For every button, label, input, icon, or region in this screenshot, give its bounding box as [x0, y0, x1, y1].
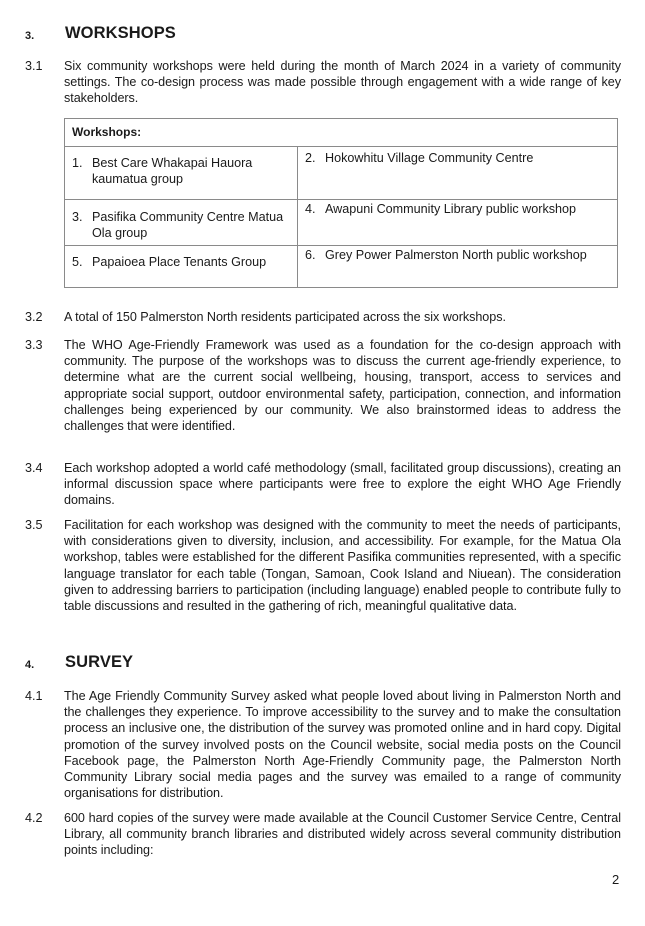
- item-text: Awapuni Community Library public workshop: [325, 202, 577, 216]
- item-text: Grey Power Palmerston North public workshop: [325, 248, 587, 263]
- item-number: 5.: [72, 255, 83, 270]
- section-title: SURVEY: [65, 653, 134, 671]
- table-row: [65, 147, 618, 200]
- section-number: 3.: [25, 30, 35, 42]
- item-number: 6.: [305, 248, 316, 263]
- paragraph-text: The Age Friendly Community Survey asked what people loved about living in Palmerston North and the challenges they experience. To improve accessibility to the survey and to make the consultation process an inclusive one, the distribution of the survey was promoted online and in hard copy. Digital promotion of the survey involved posts on the Council website, social media posts on the Council Facebook page, the Palmerston North Age-Friendly Community page, the Palmerston North Community Library social media pages and the survey was emailed to a range of community organisations for distribution.: [64, 689, 621, 801]
- workshop-item: [305, 201, 611, 217]
- paragraph-text: Six community workshops were held during the month of March 2024 in a variety of community settings. The co-design process was made possible through engagement with a wide range of key stakeholders.: [64, 59, 621, 106]
- item-text: Hokowhitu Village Community Centre: [325, 151, 534, 165]
- table-cell: [298, 147, 618, 200]
- section-number: 4.: [25, 659, 35, 671]
- item-number: 1.: [72, 156, 83, 170]
- item-text: Pasifika Community Centre Matua Ola group: [92, 210, 284, 241]
- paragraph-number: 3.5: [25, 518, 43, 532]
- section-heading-workshops: [0, 24, 645, 48]
- section-heading-survey: [0, 653, 645, 677]
- item-text: Papaioea Place Tenants Group: [92, 255, 267, 270]
- table-row: [65, 200, 618, 246]
- table-cell: [65, 200, 298, 246]
- table-header: Workshops:: [65, 119, 618, 147]
- paragraph-number: 3.3: [25, 338, 43, 352]
- table-cell: [298, 200, 618, 246]
- workshop-item: [72, 254, 291, 270]
- workshop-item: [72, 209, 291, 241]
- table-cell: [298, 246, 618, 288]
- paragraph-number: 4.2: [25, 811, 43, 825]
- section-title: WORKSHOPS: [65, 24, 176, 42]
- item-text: Best Care Whakapai Hauora kaumatua group: [92, 156, 253, 187]
- workshop-item: [305, 247, 611, 263]
- paragraph-number: 3.4: [25, 461, 43, 475]
- paragraph-number: 3.2: [25, 310, 43, 324]
- workshop-item: [305, 150, 611, 166]
- workshop-item: [72, 155, 291, 187]
- item-number: 4.: [305, 202, 316, 216]
- table-cell: [65, 147, 298, 200]
- paragraph-text: A total of 150 Palmerston North residents participated across the six workshops.: [64, 310, 506, 324]
- item-number: 2.: [305, 151, 316, 165]
- item-number: 3.: [72, 210, 83, 224]
- paragraph-number: 3.1: [25, 59, 43, 73]
- paragraph-number: 4.1: [25, 689, 43, 703]
- table-row: [65, 246, 618, 288]
- workshops-table: [64, 118, 618, 288]
- paragraph-text: The WHO Age-Friendly Framework was used as a foundation for the co-design approach with community. The purpose of the workshops was to discuss the current age-friendly experience, to determine what are the current social wellbeing, housing, transport, access to services and appropriate social support, outdoor environmental safety, participation, connection, and information challenges being experienced by our community. We also brainstormed ideas to address the challenges that were identified.: [64, 338, 621, 434]
- page-number: 2: [612, 872, 620, 887]
- table-header-row: [65, 119, 618, 147]
- paragraph-text: Facilitation for each workshop was designed with the community to meet the needs of participants, with considerations given to diversity, inclusion, and accessibility. For example, for the Matua Ola workshop, tables were established for the different Pasifika communities represented, with a specific language translator for each table (Tongan, Samoan, Cook Island and Niuean). The consideration given to addressing barriers to participation (including language) enabled people to contribute fully to table discussions and resulted in the gathering of rich, meaningful qualitative data.: [64, 518, 621, 614]
- table-cell: [65, 246, 298, 288]
- paragraph-text: 600 hard copies of the survey were made available at the Council Customer Service Centre, Central Library, all community branch libraries and distributed widely across several community distribution points including:: [64, 811, 621, 858]
- paragraph-text: Each workshop adopted a world café methodology (small, facilitated group discussions), creating an informal discussion space where participants were free to explore the eight WHO Age Friendly domains.: [64, 461, 621, 508]
